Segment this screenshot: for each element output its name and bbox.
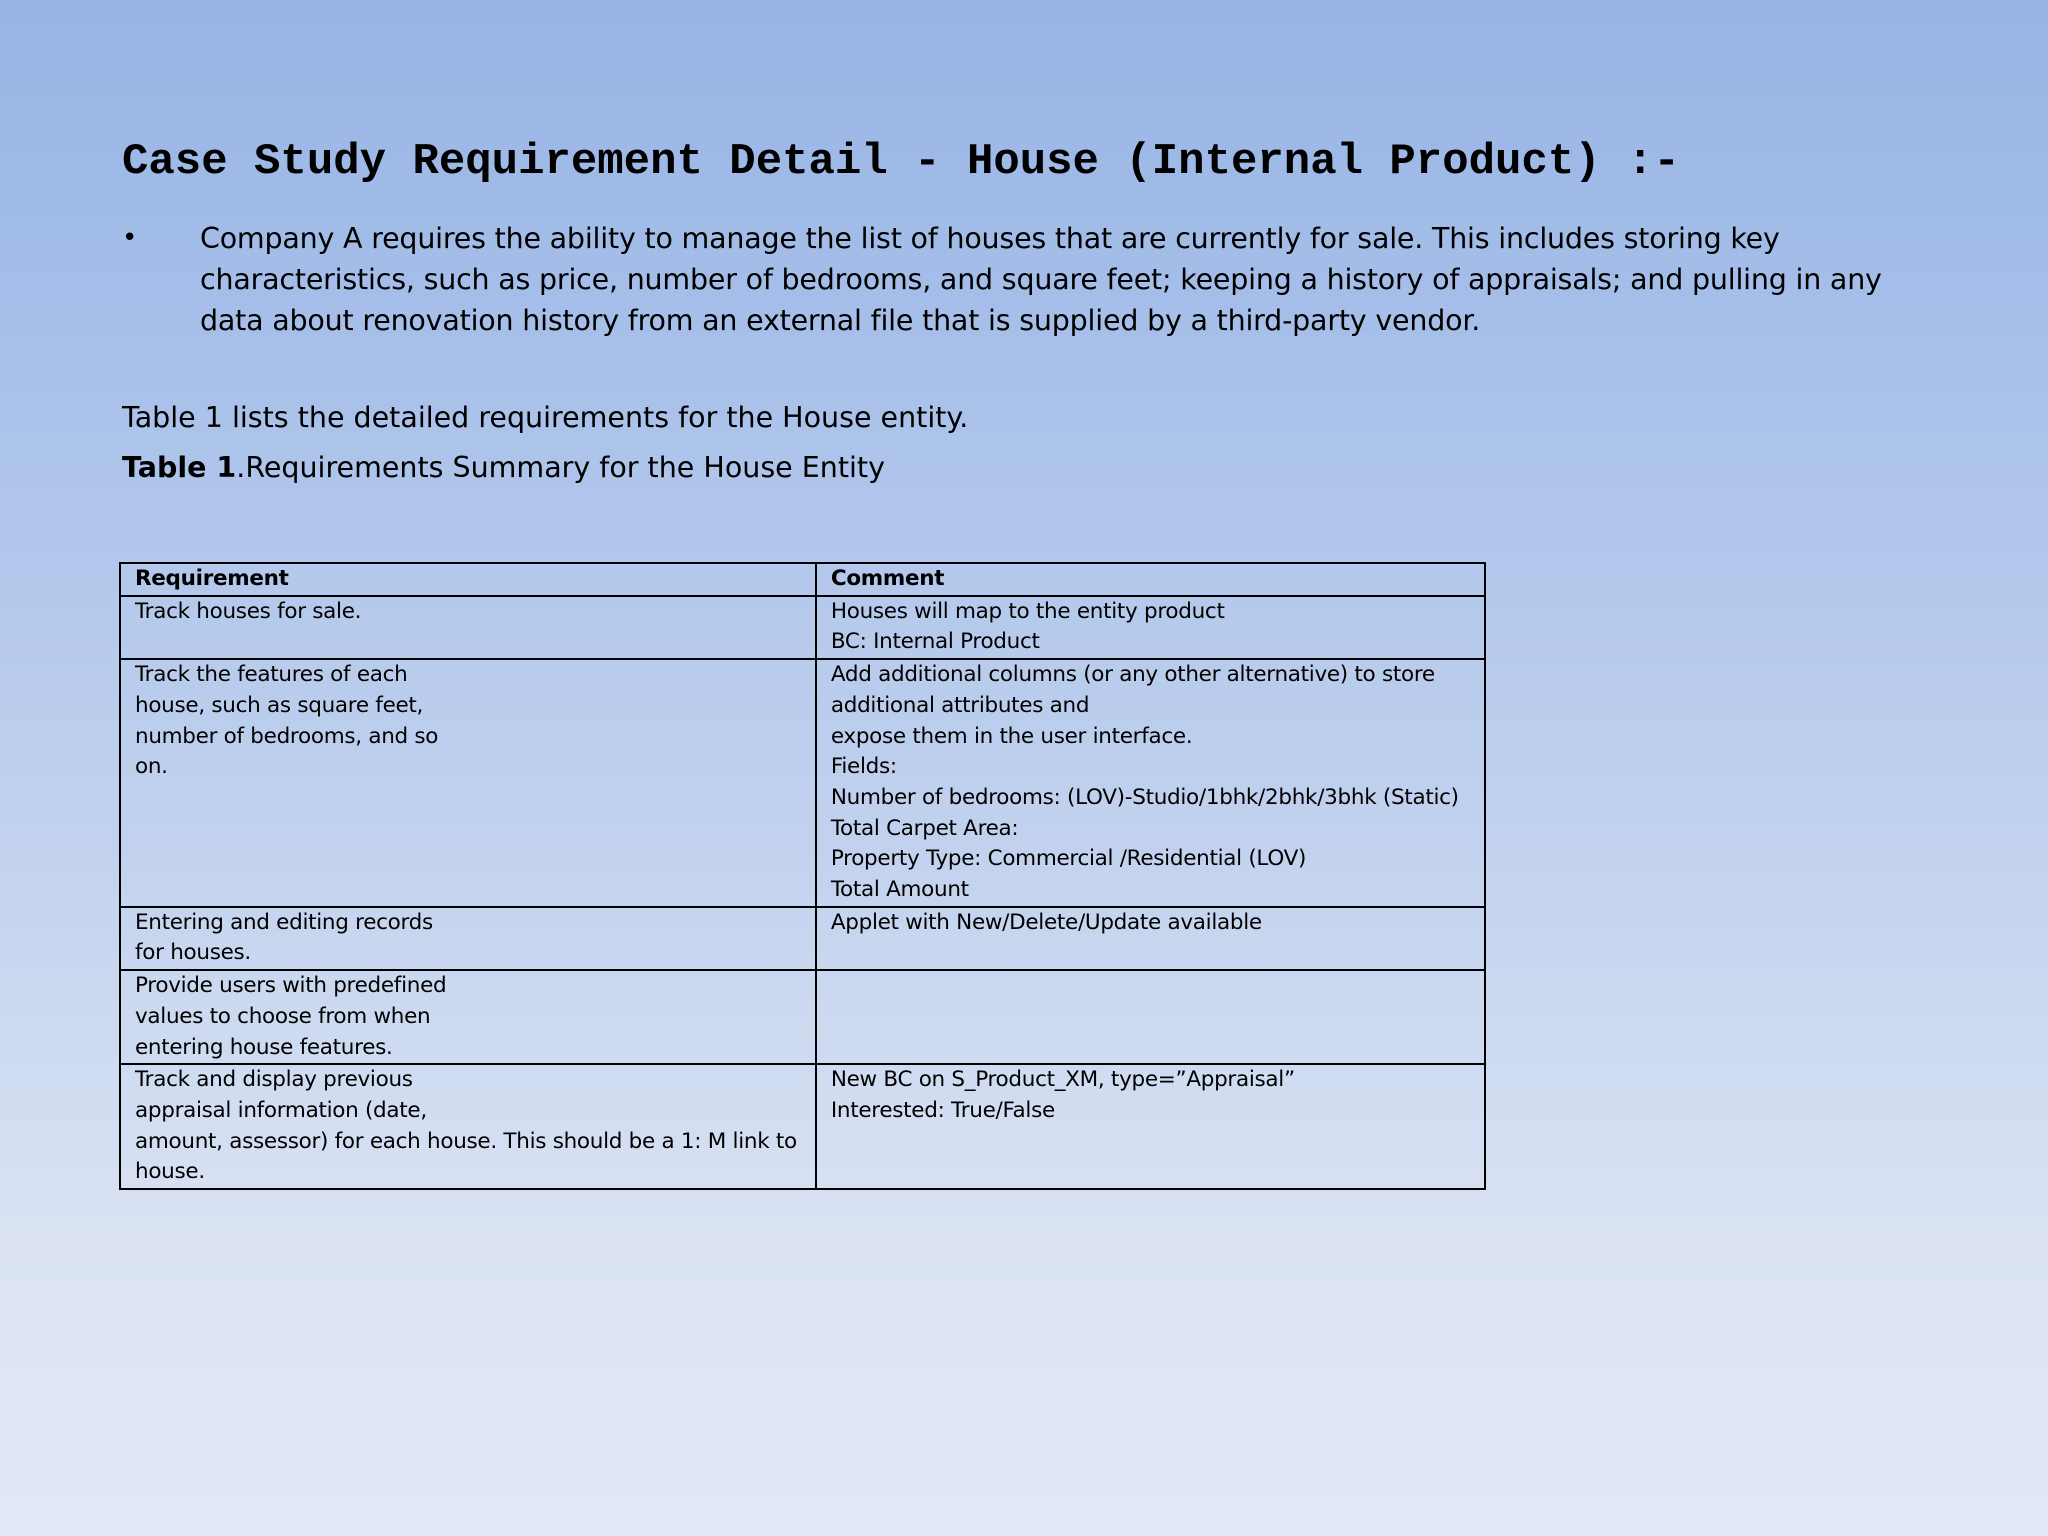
cell-line: on.: [135, 754, 168, 780]
requirement-cell: [120, 907, 816, 970]
table-row: [120, 596, 1485, 659]
cell-line: values to choose from when: [135, 1003, 431, 1029]
header-comment: Comment: [816, 563, 1485, 596]
comment-cell: [816, 596, 1485, 659]
cell-line: Track and display previous: [135, 1067, 413, 1093]
cell-line: Fields:: [830, 754, 897, 780]
table-row: [120, 907, 1485, 970]
cell-line: Entering and editing records: [135, 909, 433, 935]
cell-line: for houses.: [135, 940, 251, 966]
cell-line: Applet with New/Delete/Update available: [830, 909, 1262, 935]
cell-line: amount, assessor) for each house. This should be a 1: M link to: [135, 1128, 797, 1154]
cell-line: entering house features.: [135, 1034, 393, 1060]
table-caption-text: .Requirements Summary for the House Entity: [236, 451, 885, 484]
bullet-marker: •: [122, 223, 138, 253]
bullet-text: Company A requires the ability to manage the list of houses that are currently for sale. This includes storing key characteristics, such as price, number of bedrooms, and square feet; keeping a history of appraisals; and pulling in any data about renovation history from an external file that is supplied by a third-party vendor.: [200, 222, 1882, 337]
cell-line: Total Amount: [830, 877, 969, 903]
comment-cell: [816, 970, 1485, 1064]
cell-line: BC: Internal Product: [830, 629, 1040, 655]
table-header-row: [120, 563, 1485, 596]
comment-cell: [816, 907, 1485, 970]
cell-line: Total Carpet Area:: [830, 815, 1019, 841]
requirement-cell: [120, 659, 816, 907]
cell-line: Provide users with predefined: [135, 973, 447, 999]
table-caption: [122, 448, 885, 488]
cell-line: New BC on S_Product_XM, type=”Appraisal”: [830, 1067, 1295, 1093]
bullet-item: [122, 218, 1922, 341]
requirement-cell: [120, 1064, 816, 1189]
cell-line: Track houses for sale.: [135, 598, 362, 624]
table-intro-text: Table 1 lists the detailed requirements for the House entity.: [122, 401, 969, 434]
cell-line: expose them in the user interface.: [830, 723, 1193, 749]
cell-line: house, such as square feet,: [135, 692, 424, 718]
cell-line: Number of bedrooms: (LOV)-Studio/1bhk/2bhk/3bhk (Static): [830, 784, 1459, 810]
cell-line: Property Type: Commercial /Residential (LOV): [830, 846, 1307, 872]
header-requirement: Requirement: [120, 563, 816, 596]
table-caption-label: Table 1: [122, 451, 237, 484]
comment-cell: [816, 659, 1485, 907]
cell-line: Interested: True/False: [830, 1097, 1055, 1123]
requirements-table: [119, 562, 1486, 1190]
requirement-cell: [120, 970, 816, 1064]
slide-title: Case Study Requirement Detail - House (Internal Product) :-: [122, 137, 1680, 187]
table-row: [120, 659, 1485, 907]
cell-line: Houses will map to the entity product: [830, 598, 1225, 624]
cell-line: Track the features of each: [135, 662, 408, 688]
cell-line: house.: [135, 1159, 205, 1185]
cell-line: Add additional columns (or any other alternative) to store: [830, 662, 1435, 688]
requirement-cell: [120, 596, 816, 659]
cell-line: appraisal information (date,: [135, 1097, 427, 1123]
cell-line: additional attributes and: [830, 692, 1090, 718]
comment-cell: [816, 1064, 1485, 1189]
cell-line: number of bedrooms, and so: [135, 723, 439, 749]
table-row: [120, 1064, 1485, 1189]
table-row: [120, 970, 1485, 1064]
